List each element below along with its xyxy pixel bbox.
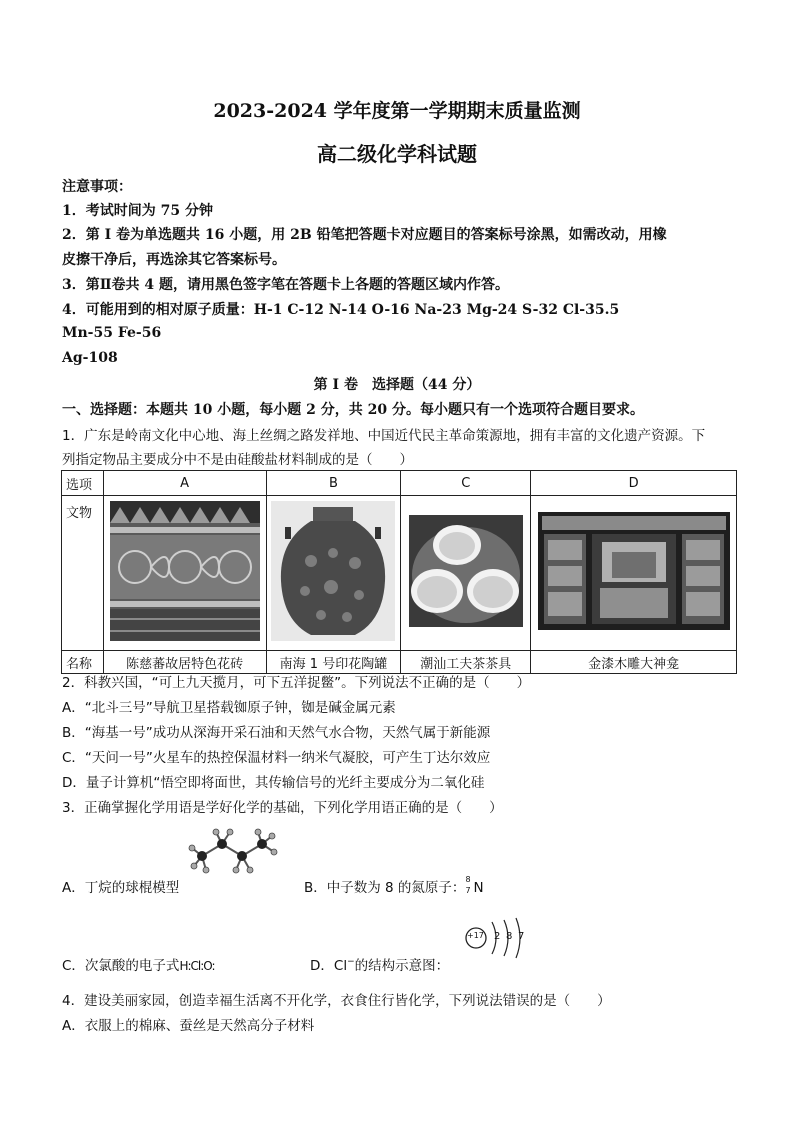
- mass-number: 8: [465, 875, 471, 884]
- table-row: [62, 496, 737, 651]
- q2-option-a: A．“北斗三号”导航卫星搭载铷原子钟，铷是碱金属元素: [62, 700, 396, 716]
- nitrogen-symbol: N: [473, 880, 484, 896]
- wood-carving-shrine-image: [538, 512, 730, 630]
- row-header-artifact: 文物: [62, 496, 104, 651]
- option-d-label: D: [531, 471, 737, 496]
- q2-option-b: B．“海基一号”成功从深海开采石油和天然气水合物，天然气属于新能源: [62, 725, 491, 741]
- shell-1: 2: [494, 931, 501, 942]
- q1-stem-line-1: 1．广东是岭南文化中心地、海上丝绸之路发祥地、中国近代民主革命策源地，拥有丰富的文化遗产资源。下: [62, 428, 706, 444]
- q3-option-a: A．丁烷的球棍模型: [62, 880, 180, 896]
- tea-set-image: [409, 515, 523, 627]
- q3-option-c: [62, 954, 215, 974]
- option-a-image-cell: [103, 496, 266, 651]
- q3-option-d: [310, 954, 449, 974]
- q3-option-d-rest: 的结构示意图：: [354, 958, 450, 974]
- shell-3: 7: [518, 931, 525, 942]
- exam-title: 2023-2024 学年度第一学期期末质量监测: [213, 100, 581, 122]
- exam-subtitle: 高二级化学科试题: [317, 142, 477, 166]
- option-b-image-cell: [266, 496, 401, 651]
- note-4-line-2: Mn-55 Fe-56: [62, 325, 162, 341]
- note-2-line-1: 2．第 I 卷为单选题共 16 小题，用 2B 铅笔把答题卡对应题目的答案标号涂黑，如需改动，用橡: [62, 227, 667, 243]
- flower-tile-image: [110, 501, 260, 641]
- butane-ball-stick-model: [188, 826, 278, 876]
- q3-option-c-text: C．次氯酸的电子式: [62, 958, 180, 974]
- note-2-line-2: 皮擦干净后，再选涂其它答案标号。: [62, 252, 286, 268]
- part-title: 第 I 卷 选择题（44 分）: [313, 377, 481, 393]
- chloride-charge: −: [347, 957, 355, 967]
- note-4: 4．可能用到的相对原子质量：H-1 C-12 N-14 O-16 Na-23 Mg-24 S-32 Cl-35.5: [62, 302, 620, 318]
- q2-option-d: D．量子计算机“悟空即将面世，其传输信号的光纤主要成分为二氧化硅: [62, 775, 485, 791]
- atomic-number: 7: [465, 886, 471, 895]
- note-4-line-3: Ag-108: [62, 350, 118, 366]
- row-header-name: 名称: [62, 651, 104, 674]
- q2-option-c: C．“天问一号”火星车的热控保温材料一纳米气凝胶，可产生丁达尔效应: [62, 750, 491, 766]
- hypochlorous-electron-formula: H:Cl:O:: [179, 959, 215, 973]
- q1-options-table: [61, 470, 737, 674]
- option-b-label: B: [266, 471, 401, 496]
- q3-option-b-text: B．中子数为 8 的氮原子：: [304, 880, 466, 896]
- table-row: [62, 471, 737, 496]
- note-1: 1．考试时间为 75 分钟: [62, 203, 213, 219]
- option-c-image-cell: [401, 496, 531, 651]
- option-a-name: 陈慈蕃故居特色花砖: [103, 651, 266, 674]
- q3-option-b: [304, 876, 484, 896]
- note-3: 3．第Ⅱ卷共 4 题，请用黑色签字笔在答题卡上各题的答题区域内作答。: [62, 277, 510, 293]
- notes-heading: 注意事项：: [62, 179, 132, 195]
- q3-stem: 3．正确掌握化学用语是学好化学的基础，下列化学用语正确的是（ ）: [62, 800, 503, 816]
- option-d-name: 金漆木雕大神龛: [531, 651, 737, 674]
- q3-option-d-text: D．Cl: [310, 958, 348, 974]
- section-instruction: 一、选择题：本题共 10 小题，每小题 2 分，共 20 分。每小题只有一个选项符合题目要求。: [62, 402, 644, 418]
- option-d-image-cell: [531, 496, 737, 651]
- pottery-jar-image: [271, 501, 395, 641]
- option-a-label: A: [103, 471, 266, 496]
- option-c-name: 潮汕工夫茶茶具: [401, 651, 531, 674]
- shell-2: 8: [506, 931, 513, 942]
- row-header-option: 选项: [62, 471, 104, 496]
- q4-option-a: A．衣服上的棉麻、蚕丝是天然高分子材料: [62, 1018, 315, 1034]
- nucleus-charge: +17: [467, 931, 484, 940]
- isotope-notation: [465, 875, 473, 895]
- q4-stem: 4．建设美丽家园，创造幸福生活离不开化学，衣食住行皆化学，下列说法错误的是（ ）: [62, 993, 611, 1009]
- option-b-name: 南海 1 号印花陶罐: [266, 651, 401, 674]
- option-c-label: C: [401, 471, 531, 496]
- q1-stem-line-2: 列指定物品主要成分中不是由硅酸盐材料制成的是（ ）: [62, 452, 413, 468]
- q2-stem: 2．科教兴国，“可上九天揽月，可下五洋捉鳖”。下列说法不正确的是（ ）: [62, 675, 531, 691]
